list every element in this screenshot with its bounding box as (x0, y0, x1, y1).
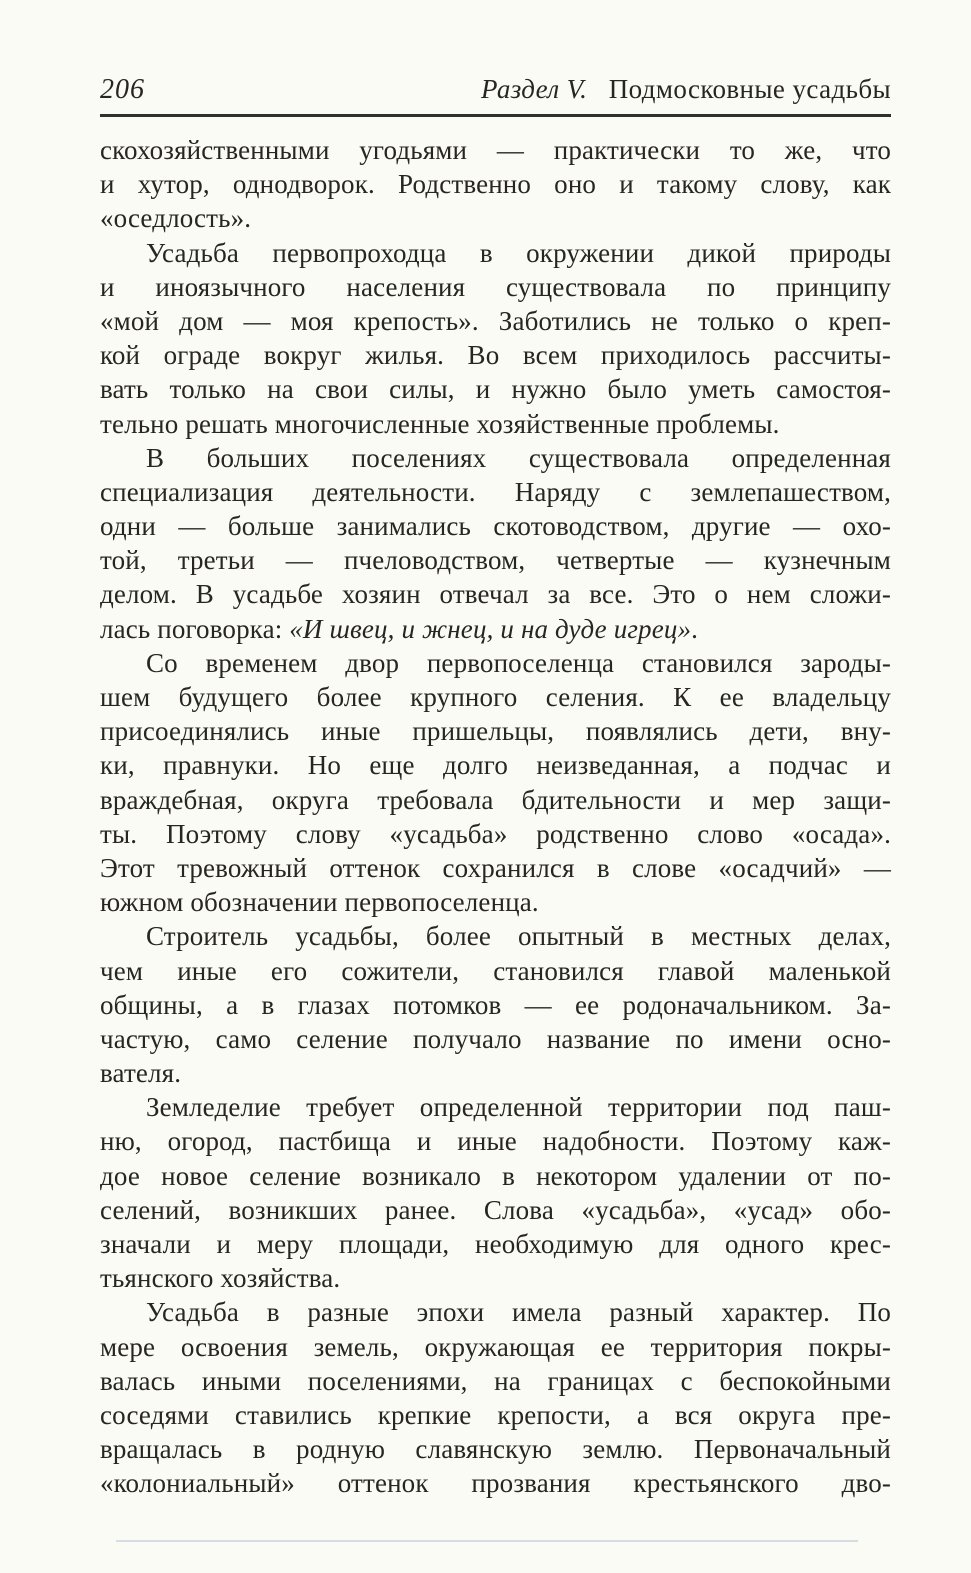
paragraph (100, 236, 891, 441)
text-line: частую, само селение получало название по имени осно- (100, 1023, 891, 1054)
text-line: присоединялись иные пришельцы, появлялись дети, вну- (100, 716, 891, 747)
text-line: тельно решать многочисленные хозяйственные проблемы. (100, 408, 780, 439)
text-line: значали и меру площади, необходимую для одного крес- (100, 1229, 891, 1259)
text-block (100, 133, 891, 1501)
text-line: шем будущего более крупного селения. К ее владельцу (100, 682, 891, 712)
chapter-header (481, 74, 891, 105)
text-line: валась иными поселениями, на границах с беспокойными (100, 1365, 891, 1396)
text-line: В больших поселениях существовала определенная (146, 442, 891, 473)
text-line: Строитель усадьбы, более опытный в местных делах, (146, 921, 891, 952)
running-head (100, 74, 891, 117)
text-line: враждебная, округа требовала бдительности и мер защи- (100, 784, 891, 815)
text-line: той, третьи — пчеловодством, четвертые — кузнечным (100, 545, 891, 576)
text-line: Со временем двор первопоселенца становился зароды- (146, 647, 891, 678)
text-line: вать только на свои силы, и нужно было уметь самостоя- (100, 374, 891, 405)
paragraph (100, 919, 891, 1090)
text-line: соседями ставились крепкие крепости, а вся округа пре- (100, 1399, 891, 1430)
italic-text-run: «И швец, и жнец, и на дуде игрец» (289, 613, 692, 644)
text-line: Земледелие требует определенной территории под паш- (146, 1092, 891, 1123)
text-line: Этот тревожный оттенок сохранился в слове «осадчий» — (100, 852, 891, 883)
paragraph (100, 646, 891, 920)
page-number: 206 (100, 74, 145, 105)
text-line: скохозяйственными угодьями — практически то же, что (100, 135, 891, 165)
text-line: селений, возникших ранее. Слова «усадьба», «усад» обо- (100, 1194, 891, 1225)
text-line: и иноязычного населения существовала по принципу (100, 271, 891, 302)
text-line: южном обозначении первопоселенца. (100, 887, 539, 918)
text-line: общины, а в глазах потомков — ее родоначальником. За- (100, 989, 891, 1020)
chapter-header-section: Раздел V. (480, 74, 588, 104)
paragraph (100, 1090, 891, 1295)
scan-artifact-line (116, 1540, 858, 1542)
text-line: Усадьба первопроходца в окружении дикой природы (146, 237, 891, 268)
text-run: лась поговорка: (100, 613, 290, 644)
text-line: «мой дом — моя крепость». Заботились не только о креп- (100, 305, 891, 336)
text-line: «оседлость». (100, 203, 252, 234)
chapter-header-title: Подмосковные усадьбы (608, 74, 891, 104)
paragraph (100, 133, 891, 236)
text-line: чем иные его сожители, становился главой маленькой (100, 955, 891, 986)
text-run: . (691, 613, 699, 644)
text-line: и хутор, однодворок. Родственно оно и такому слову, как (100, 169, 891, 200)
text-line: Усадьба в разные эпохи имела разный характер. По (146, 1297, 891, 1328)
text-line: делом. В усадьбе хозяин отвечал за все. Это о нем сложи- (100, 579, 891, 610)
text-line: ки, правнуки. Но еще долго неизведанная, а подчас и (100, 750, 891, 781)
text-line: вателя. (100, 1058, 182, 1089)
text-line: «колониальный» оттенок прозвания крестьянского дво- (100, 1468, 891, 1499)
header-spacer (594, 74, 601, 104)
text-line: вращалась в родную славянскую землю. Первоначальный (100, 1434, 891, 1465)
text-line: ню, огород, пастбища и иные надобности. Поэтому каж- (100, 1126, 891, 1157)
text-line: тьянского хозяйства. (100, 1263, 341, 1294)
text-line: специализация деятельности. Наряду с землепашеством, (100, 476, 891, 507)
paragraph (100, 441, 891, 646)
text-line: одни — больше занимались скотоводством, другие — охо- (100, 511, 891, 542)
text-line: дое новое селение возникало в некотором удалении от по- (100, 1160, 891, 1191)
text-line: кой ограде вокруг жилья. Во всем приходилось рассчиты- (100, 340, 891, 371)
paragraph (100, 1295, 891, 1500)
text-line (100, 612, 891, 646)
text-line: ты. Поэтому слову «усадьба» родственно слово «осада». (100, 818, 891, 849)
text-line: мере освоения земель, окружающая ее территория покры- (100, 1331, 891, 1362)
